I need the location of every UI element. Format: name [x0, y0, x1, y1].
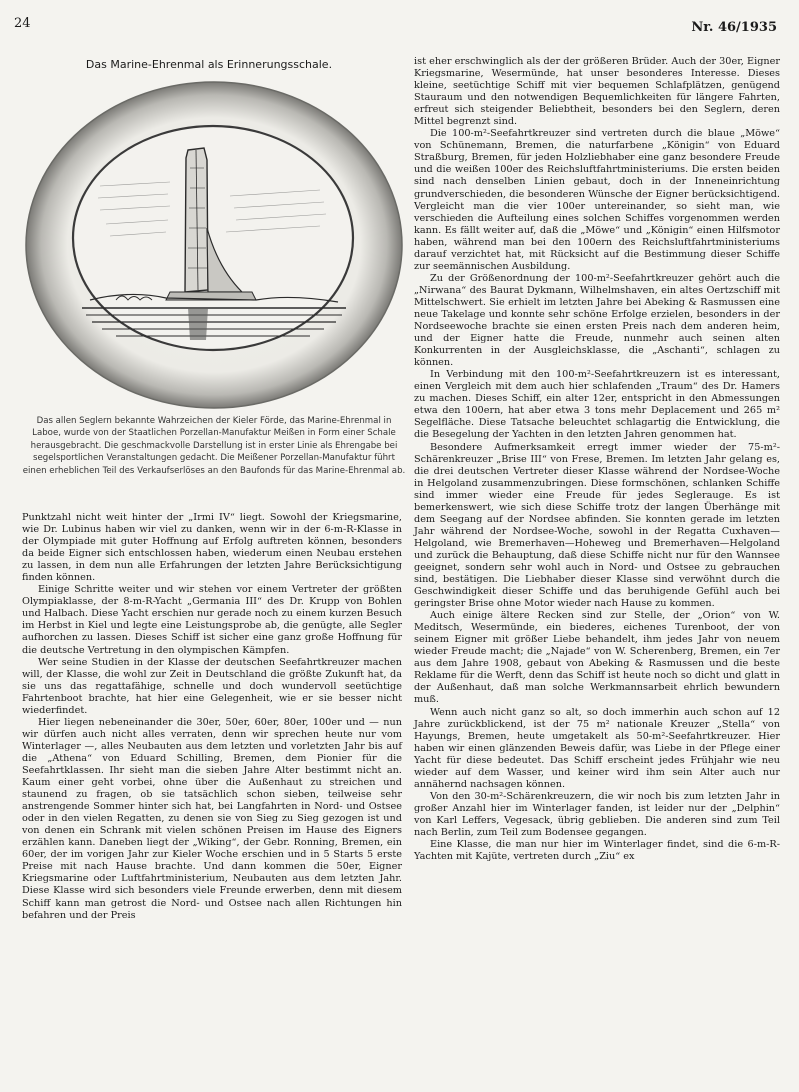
paragraph: In Verbindung mit den 100-m²-Seefahrtkreuzern ist es interessant, einen Vergleich mit dem auch hier schlafenden „Traum“ des Dr. Hamers zu machen. Dieses Schiff, ein alter 12er, entspricht in den Abmessungen etwa den 100ern, hat aber etwa 3 tons mehr Deplacement und 265 m² Segelfläche. Diese Tatsache beleuchtet schlagartig die Entwicklung, die die Besegelung der Yachten in den letzten Jahren genommen hat. [414, 369, 780, 441]
paragraph: Wenn auch nicht ganz so alt, so doch immerhin auch schon auf 12 Jahre zurückblickend, ist der 75 m² nationale Kreuzer „Stella“ von Hayungs, Bremen, heute umgetakelt als 50-m²-Seefahrtkreuzer. Hier haben wir einen glänzenden Beweis dafür, was Liebe in der Pflege einer Yacht für diese bedeutet. Das Schiff erscheint jedes Frühjahr wie neu wieder auf dem Wasser, und keiner wird ihm sein Alter auch nur annähernd nachsagen können. [414, 706, 780, 790]
paragraph: Hier liegen nebeneinander die 30er, 50er, 60er, 80er, 100er und — nun wir dürfen auch nicht alles verraten, denn wir sprechen heute nur vom Winterlager —, alles Neubauten aus dem letzten und vorletzten Jahr bis auf die „Athena“ von Eduard Schilling, Bremen, dem Pionier für die Seefahrtklassen. Ihr sieht man die sieben Jahre Alter bestimmt nicht an. Kaum einer geht vorbei, ohne über die Außenhaut zu streichen und staunend zu fragen, ob sie tatsächlich schon sieben, teilweise sehr anstrengende Sommer hinter sich hat, bei Langfahrten in Nord- und Ostsee oder in den vielen Regatten, zu denen sie von Sieg zu Sieg gezogen ist und von denen ein Schrank mit vielen schönen Preisen im Hause des Eigners erzählen kann. Daneben liegt der „Wiking“, der Gebr. Ronning, Bremen, ein 60er, der im vorigen Jahr zur Kieler Woche erschien und in 5 Starts 5 erste Preise mit nach Hause brachte. Und dann kommen die 50er, Eigner Kriegsmarine oder Luftfahrtministerium, Neubauten aus dem letzten Jahr. Diese Klasse wird sich besonders viele Freunde erwerben, denn mit diesem Schiff kann man getrost die Nord- und Ostsee nach allen Richtungen hin befahren und der Preis [22, 716, 402, 921]
paragraph: Zu der Größenordnung der 100-m²-Seefahrtkreuzer gehört auch die „Nirwana“ des Baurat Dykmann, Wilhelmshaven, ein altes Oertzschiff mit Mittelschwert. Sie erhielt im letzten Jahre bei Abeking & Rasmussen eine neue Takelage und konnte sehr schöne Erfolge erzielen, besonders in der Nordseewoche brachte sie einen ersten Preis nach dem anderen heim, und der Eigner hatte die Freude, nunmehr auch seinen alten Konkurrenten in der Ausgleichsklasse, die „Aschanti“, schlagen zu können. [414, 272, 780, 369]
left-column [22, 512, 402, 922]
paragraph: Punktzahl nicht weit hinter der „Irmi IV“ liegt. Sowohl der Kriegsmarine, wie Dr. Lubinus haben wir viel zu danken, wenn wir in der 6-m-R-Klasse in der Olympiade mit guter Hoffnung auf Erfolg auftreten können, besonders da beide Eigner sich entschlossen haben, wiederum einen Neubau erstehen zu lassen, in dem nun alle Erfahrungen der letzten Jahre Berücksichtigung finden können. [22, 512, 402, 584]
issue-number: Nr. 46/1935 [691, 20, 777, 35]
paragraph: Besondere Aufmerksamkeit erregt immer wieder der 75-m²-Schärenkreuzer „Brise III“ von Frese, Bremen. Im letzten Jahr gelang es, die drei deutschen Vertreter dieser Klasse während der Nordsee-Woche in Helgoland zusammenzubringen. Diese formschönen, schlanken Schiffe sind immer wieder eine Freude für jedes Seglerauge. Es ist bemerkenswert, wie sich diese Schiffe trotz der langen Überhänge mit dem Seegang auf der Nordsee abfinden. Sie konnten gerade im letzten Jahr während der Nordsee-Woche, sowohl in der Regatta Cuxhaven—Helgoland, wie Bremerhaven—Hoheweg und Bremerhaven—Helgoland und zurück die Behauptung, daß diese Schiffe nicht nur für den Wannsee geeignet, sondern sehr wohl auch in Nord- und Ostsee zu gebrauchen sind, bestätigen. Die Liebhaber dieser Klasse sind verwöhnt durch die Geschwindigkeit dieser Schiffe und das beruhigende Gefühl auch bei geringster Brise ohne Motor wieder nach Hause zu kommen. [414, 441, 780, 610]
paragraph: Von den 30-m²-Schärenkreuzern, die wir noch bis zum letzten Jahr in großer Anzahl hier im Winterlager fanden, ist leider nur der „Delphin“ von Karl Leffers, Vegesack, übrig geblieben. Die anderen sind zum Teil nach Berlin, zum Teil zum Bodensee gegangen. [414, 790, 780, 838]
page-number: 24 [14, 16, 31, 31]
paragraph: ist eher erschwinglich als der der größeren Brüder. Auch der 30er, Eigner Kriegsmarine, Wesermünde, hat unser besonderes Interesse. Dieses kleine, seetüchtige Schiff mit vier bequemen Schlafplätzen, genügend Stauraum und den notwendigen Bequemlichkeiten für längere Fahrten, erfreut sich steigender Beliebtheit, besonders bei den Seglern, deren Mittel begrenzt sind. [414, 56, 780, 128]
paragraph: Auch einige ältere Recken sind zur Stelle, der „Orion“ von W. Meditsch, Wesermünde, ein biederes, eichenes Turenboot, der von seinem Eigner mit größer Liebe behandelt, ihm jedes Jahr von neuem wieder Freude macht; die „Najade“ von W. Scherenberg, Bremen, ein 7er aus dem Jahre 1908, gebaut von Abeking & Rasmussen und die beste Reklame für die Werft, denn das Schiff ist heute noch so dicht und glatt in der Außenhaut, daß man solche Werkmannsarbeit ehrlich bewundern muß. [414, 610, 780, 706]
memorial-plate-image [20, 78, 408, 412]
paragraph: Einige Schritte weiter und wir stehen vor einem Vertreter der größten Olympiaklasse, der 8-m-R-Yacht „Germania III“ des Dr. Krupp von Bohlen und Halbach. Diese Yacht erschien nur gerade noch zu einem kurzen Besuch im Herbst in Kiel und legte eine Leistungsprobe ab, die genügte, alle Segler aufhorchen zu lassen. Dieses Schiff ist sicher eine ganz große Hoffnung für die deutsche Vertretung in den olympischen Kämpfen. [22, 584, 402, 656]
paragraph: Eine Klasse, die man nur hier im Winterlager findet, sind die 6-m-R-Yachten mit Kajüte, vertreten durch „Ziu“ ex [414, 839, 780, 863]
right-column [414, 56, 780, 863]
paragraph: Wer seine Studien in der Klasse der deutschen Seefahrtkreuzer machen will, der Klasse, die wohl zur Zeit in Deutschland die größte Zukunft hat, da sie uns das regattafähige, schnelle und doch wundervoll seetüchtige Fahrtenboot brachte, hat hier eine Gelegenheit, wie er sie besser nicht wiederfindet. [22, 656, 402, 716]
plate-inner-ring [73, 126, 353, 350]
figure-title: Das Marine-Ehrenmal als Erinnerungsschale. [85, 58, 333, 71]
paragraph: Die 100-m²-Seefahrtkreuzer sind vertreten durch die blaue „Möwe“ von Schünemann, Bremen, die naturfarbene „Königin“ von Eduard Straßburg, Bremen, für jeden Holzliebhaber eine ganz besondere Freude und die weißen 100er des Reichsluftfahrtministeriums. Die ersten beiden sind nach denselben Linien gebaut, doch in der Inneneinrichtung grundverschieden, die besonderen Wünsche der Eigner berücksichtigend. Vergleicht man die vier 100er untereinander, so sieht man, wie verschieden die Aufteilung eines solchen Schiffes vorgenommen werden kann. Es fällt weiter auf, daß die „Möwe“ und „Königin“ einen Hilfsmotor haben, während man bei den 100ern des Reichsluftfahrtministeriums darauf verzichtet hat, mit Rücksicht auf die Bestimmung dieser Schiffe zur seemännischen Ausbildung. [414, 128, 780, 272]
figure-caption: Das allen Seglern bekannte Wahrzeichen der Kieler Förde, das Marine-Ehrenmal in Laboe, wurde von der Staatlichen Porzellan-Manufaktur Meißen in Form einer Schale herausgebracht. Die geschmackvolle Darstellung ist in erster Linie als Ehrengabe bei segelsportlichen Veranstaltungen gedacht. Die Meißener Porzellan-Manufaktur führt einen erheblichen Teil des Verkaufserlöses an den Baufonds für das Marine-Ehrenmal ab. [22, 416, 406, 476]
